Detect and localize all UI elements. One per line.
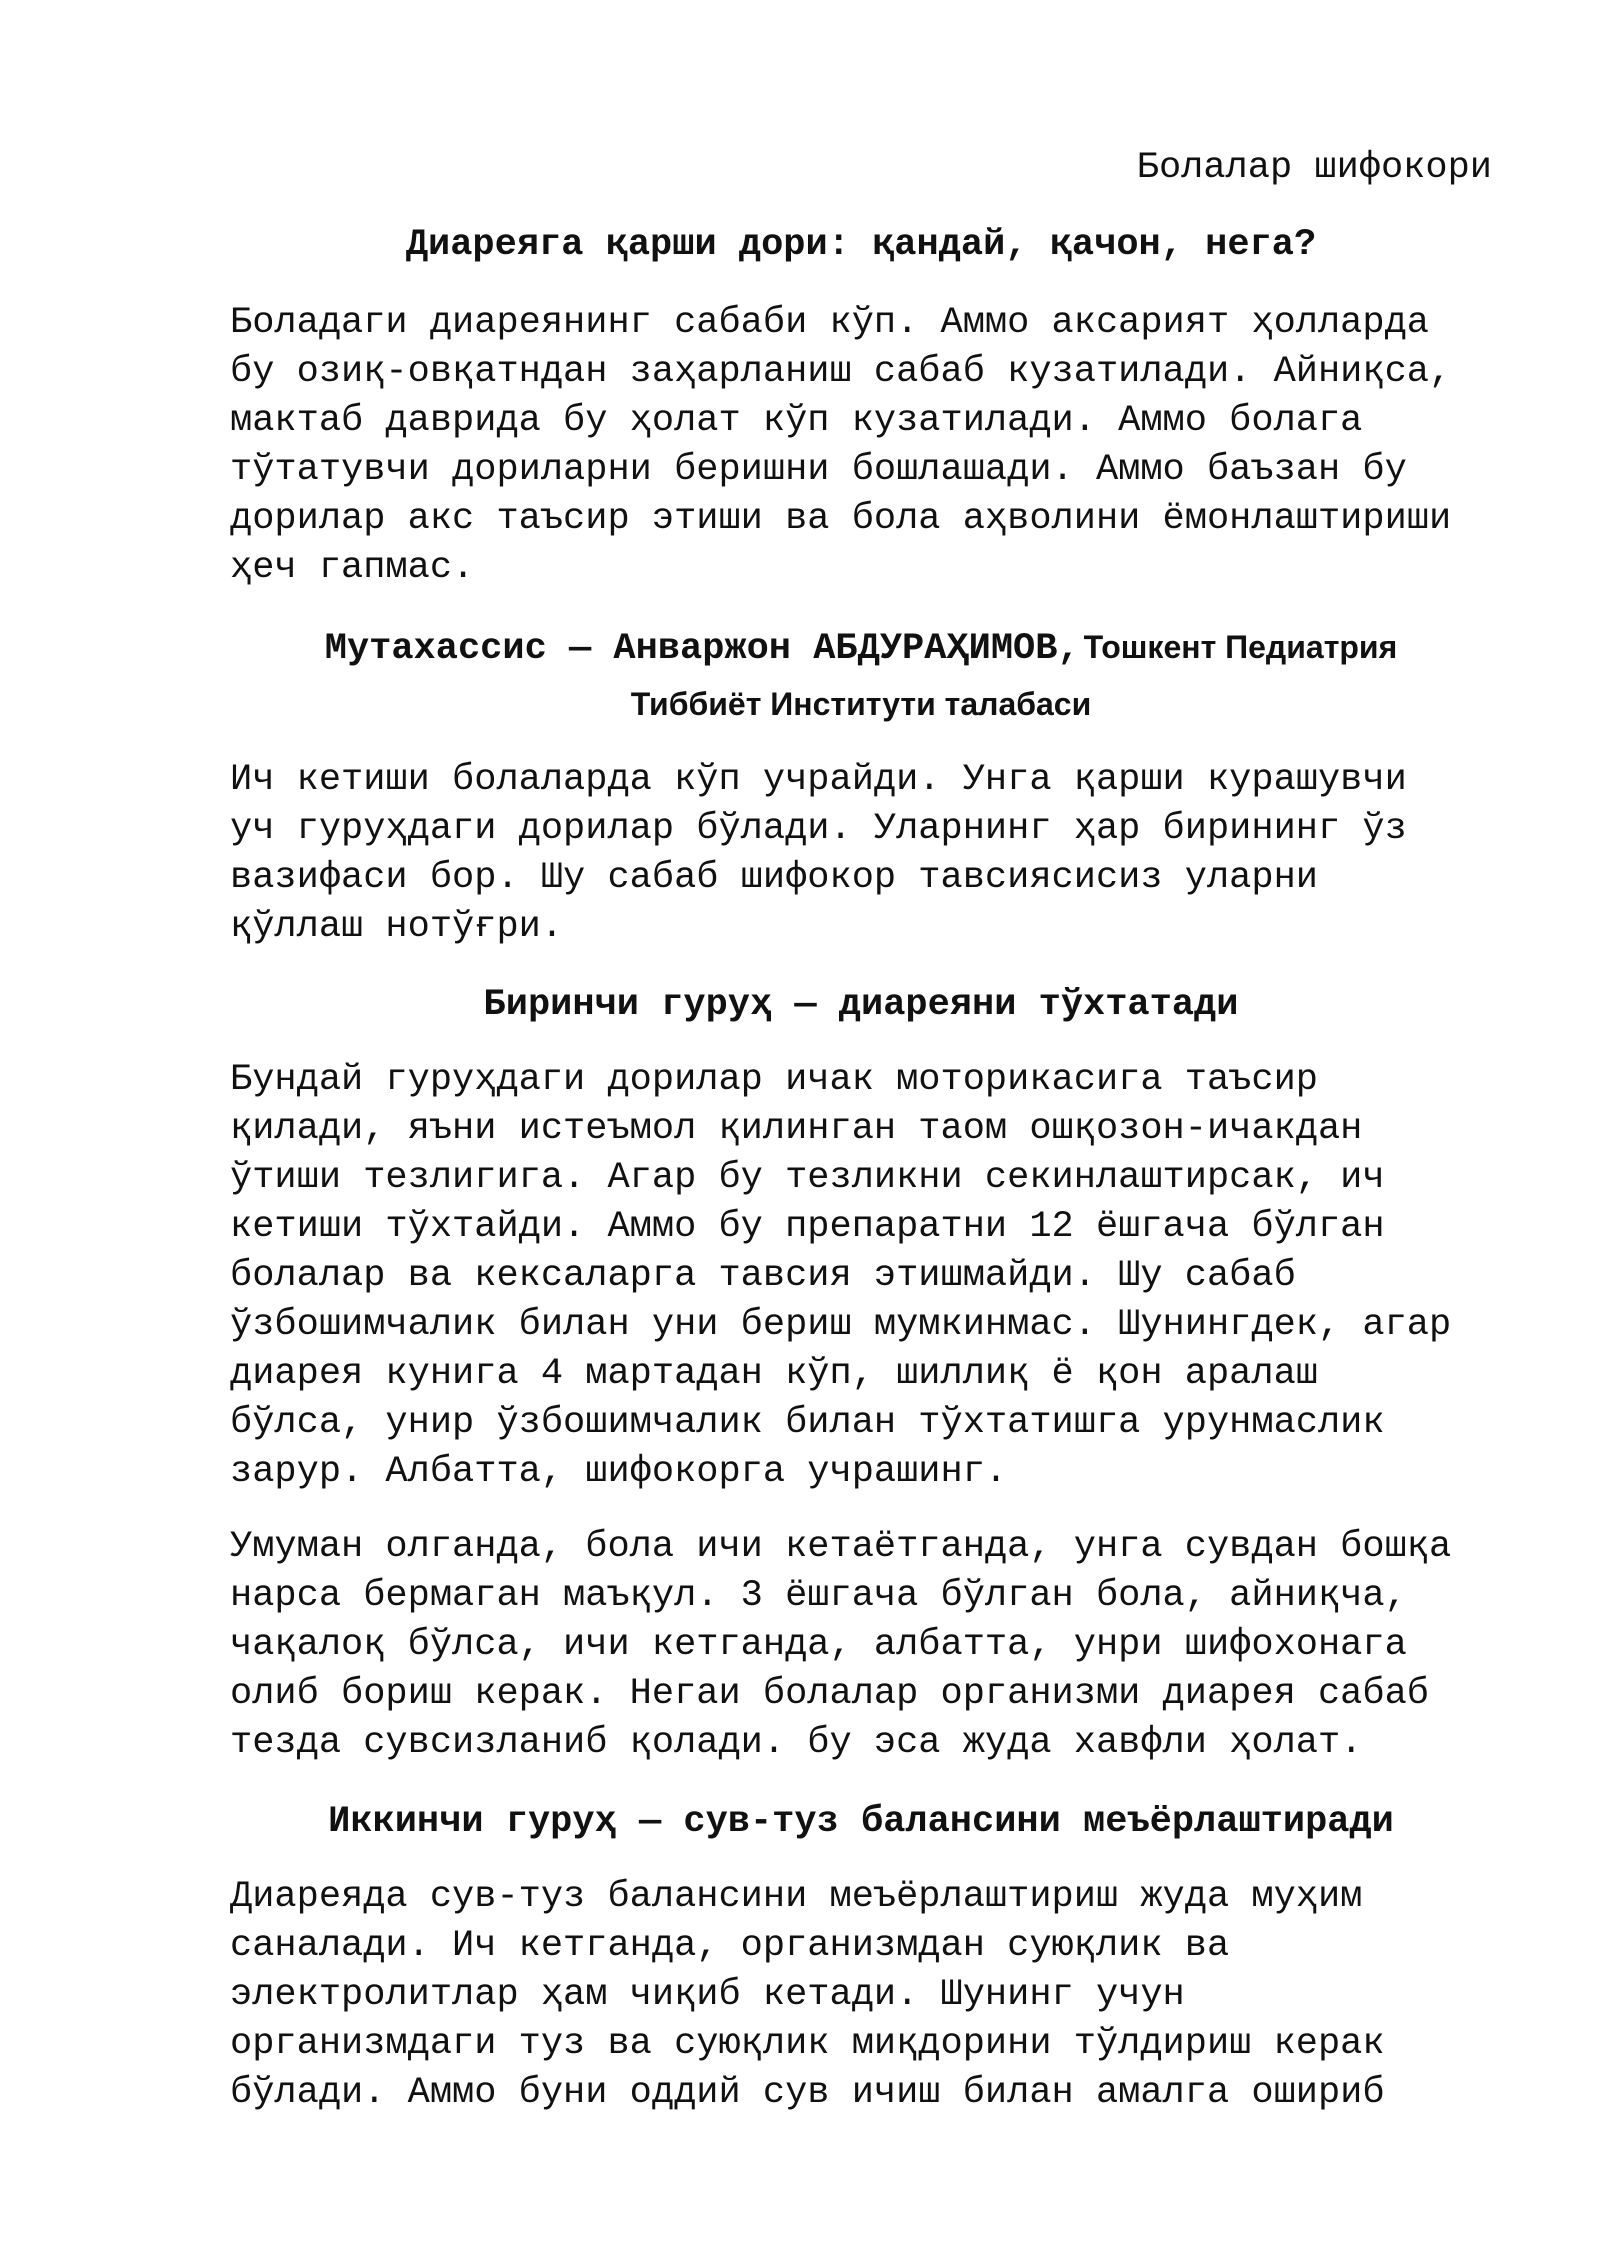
intro-paragraph: Боладаги диареянинг сабаби кўп. Аммо аксарият ҳолларда бу озиқ-овқатндан заҳарланиш сабаб кузатилади. Айниқса, мактаб даврида бу ҳолат кўп кузатилади. Аммо болага тўтатувчи дориларни беришни бошлашади. Аммо баъзан бу дорилар акс таъсир этиши ва бола аҳволини ёмонлаштириши ҳеч гапмас. (230, 302, 1452, 589)
section-1-heading: Биринчи гуруҳ — диареяни тўхтатади (483, 984, 1239, 1026)
section-1-paragraph-1: Бундай гуруҳдаги дорилар ичак моторикасига таъсир қилади, яъни истеъмол қилинган таом ошқозон-ичакдан ўтиши тезлигига. Агар бу тезликни секинлаштирсак, ич кетиши тўхтайди. Аммо бу препаратни 12 ёшгача бўлган болалар ва кексаларга тавсия этишмайди. Шу сабаб ўзбошимчалик билан уни бериш мумкинмас. Шунингдек, агар диарея кунига 4 мартадан кўп, шиллиқ ё қон аралаш бўлса, унир ўзбошимчалик билан тўхтатишга урунмаслик зарур. Албатта, шифокорга учрашинг. (230, 1059, 1452, 1493)
section-2-paragraph-1: Диареяда сув-туз балансини меъёрлаштириш жуда муҳим саналади. Ич кетганда, организмдан суюқлик ва электролитлар ҳам чиқиб кетади. Шунинг учун организмдаги туз ва суюқлик миқдорини тўлдириш керак бўлади. Аммо буни оддий сув ичиш билан амалга ошириб (230, 1876, 1385, 2114)
article-title: Диареяга қарши дори: қандай, қачон, нега? (405, 224, 1317, 266)
paragraph-2: Ич кетиши болаларда кўп учрайди. Унга қарши курашувчи уч гуруҳдаги дорилар бўлади. Уларнинг ҳар бирининг ўз вазифаси бор. Шу сабаб шифокор тавсиясисиз уларни қўллаш нотўғри. (230, 759, 1407, 948)
author-affiliation-2: Тиббиёт Институти талабаси (630, 686, 1092, 722)
section-2-heading: Иккинчи гуруҳ — сув-туз балансини меъёрлаштиради (328, 1801, 1394, 1843)
author-name: Мутахассис — Анваржон АБДУРАҲИМОВ, (324, 628, 1080, 670)
rubric-label: Болалар шифокори (1136, 147, 1492, 189)
section-1-paragraph-2: Умуман олганда, бола ичи кетаётганда, унга сувдан бошқа нарса бермаган маъқул. 3 ёшгача бўлган бола, айниқча, чақалоқ бўлса, ичи кетганда, албатта, унри шифохонага олиб бориш керак. Негаи болалар организми диарея сабаб тезда сувсизланиб қолади. бу эса жуда хавфли ҳолат. (230, 1526, 1452, 1764)
author-affiliation-1: Тошкент Педиатрия (1083, 629, 1398, 665)
author-byline (230, 620, 1492, 681)
